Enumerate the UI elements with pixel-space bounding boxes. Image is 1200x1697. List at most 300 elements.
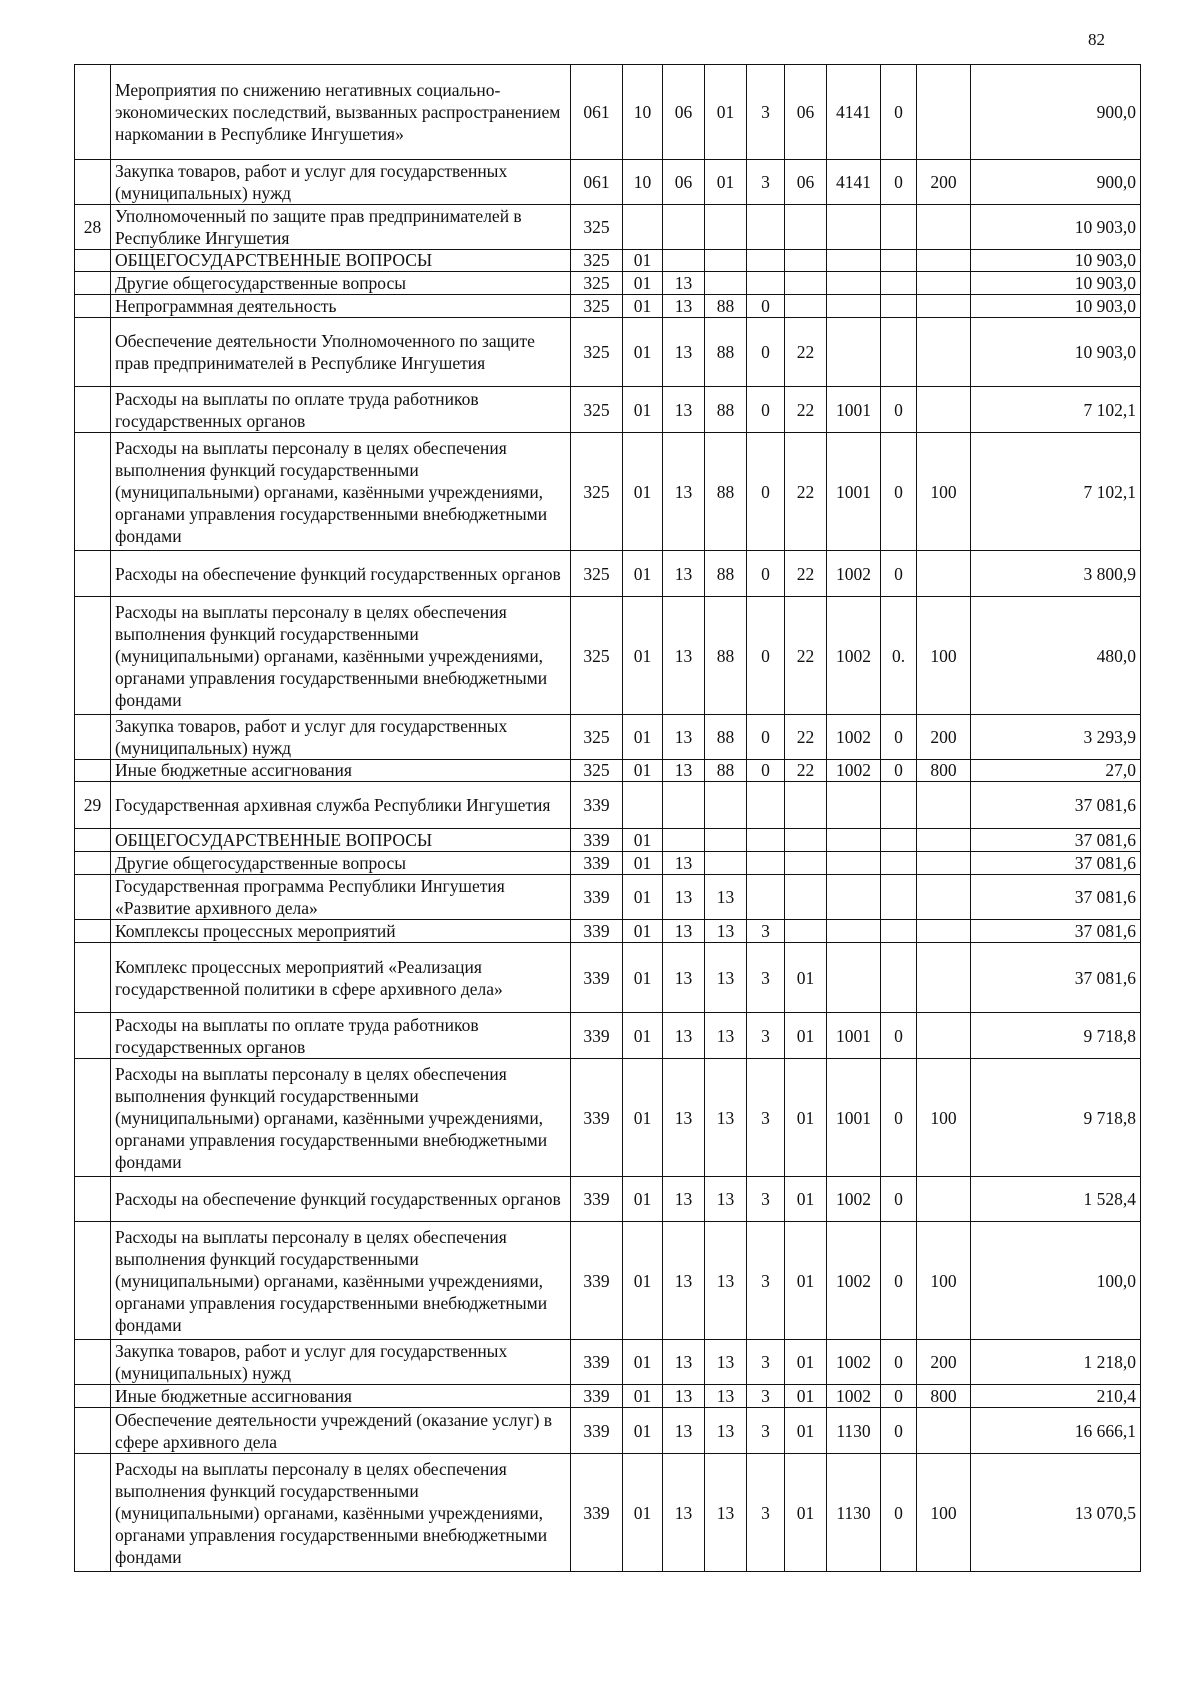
section-code-cell: 01 <box>623 597 663 715</box>
subprogram-code-cell <box>747 205 785 250</box>
measure-code-cell: 22 <box>785 387 827 433</box>
table-row <box>75 205 1141 250</box>
row-number-cell <box>75 65 111 160</box>
table-row <box>75 1222 1141 1340</box>
direction-code-cell: 1002 <box>827 1340 881 1385</box>
section-code-cell: 01 <box>623 1385 663 1408</box>
item-name-cell: Комплексы процессных мероприятий <box>111 920 571 943</box>
ministry-code-cell: 339 <box>571 1059 623 1177</box>
ministry-code-cell: 339 <box>571 1177 623 1222</box>
section-code-cell <box>623 782 663 829</box>
table-row <box>75 597 1141 715</box>
subprogram-code-cell: 3 <box>747 1408 785 1454</box>
sub-direction-code-cell: 0 <box>881 1408 917 1454</box>
measure-code-cell: 22 <box>785 760 827 782</box>
row-number-cell <box>75 272 111 295</box>
amount-cell: 10 903,0 <box>971 272 1141 295</box>
row-number-cell <box>75 1340 111 1385</box>
item-name-cell: Расходы на выплаты персоналу в целях обеспечения выполнения функций государственными (муниципальными) органами, казёнными учреждениями, органами управления государственными внебюджетными фондами <box>111 1454 571 1572</box>
direction-code-cell <box>827 250 881 272</box>
item-name-cell: Расходы на обеспечение функций государственных органов <box>111 551 571 597</box>
subsection-code-cell: 13 <box>663 1408 705 1454</box>
table-row <box>75 1177 1141 1222</box>
measure-code-cell <box>785 295 827 318</box>
expense-type-code-cell: 100 <box>917 433 971 551</box>
subsection-code-cell: 13 <box>663 920 705 943</box>
expense-type-code-cell <box>917 551 971 597</box>
row-number-cell <box>75 318 111 387</box>
program-code-cell: 88 <box>705 295 747 318</box>
ministry-code-cell: 339 <box>571 782 623 829</box>
expense-type-code-cell: 800 <box>917 760 971 782</box>
amount-cell: 7 102,1 <box>971 433 1141 551</box>
sub-direction-code-cell: 0 <box>881 551 917 597</box>
expense-type-code-cell <box>917 943 971 1013</box>
measure-code-cell: 01 <box>785 1340 827 1385</box>
program-code-cell <box>705 205 747 250</box>
sub-direction-code-cell <box>881 295 917 318</box>
expense-type-code-cell <box>917 295 971 318</box>
direction-code-cell: 1002 <box>827 715 881 760</box>
item-name-cell: Закупка товаров, работ и услуг для государственных (муниципальных) нужд <box>111 1340 571 1385</box>
sub-direction-code-cell: 0 <box>881 387 917 433</box>
direction-code-cell: 1001 <box>827 433 881 551</box>
section-code-cell: 01 <box>623 875 663 920</box>
item-name-cell: Расходы на выплаты персоналу в целях обеспечения выполнения функций государственными (муниципальными) органами, казёнными учреждениями, органами управления государственными внебюджетными фондами <box>111 433 571 551</box>
section-code-cell: 01 <box>623 1222 663 1340</box>
measure-code-cell: 01 <box>785 1222 827 1340</box>
measure-code-cell <box>785 829 827 852</box>
ministry-code-cell: 339 <box>571 1385 623 1408</box>
direction-code-cell: 4141 <box>827 160 881 205</box>
page-number: 82 <box>1088 30 1105 49</box>
subprogram-code-cell: 3 <box>747 1177 785 1222</box>
sub-direction-code-cell <box>881 318 917 387</box>
row-number-cell <box>75 943 111 1013</box>
subprogram-code-cell <box>747 852 785 875</box>
subsection-code-cell: 13 <box>663 433 705 551</box>
amount-cell: 9 718,8 <box>971 1059 1141 1177</box>
row-number-cell <box>75 1222 111 1340</box>
table-row <box>75 1385 1141 1408</box>
ministry-code-cell: 339 <box>571 943 623 1013</box>
row-number-cell <box>75 250 111 272</box>
subprogram-code-cell: 3 <box>747 160 785 205</box>
expense-type-code-cell: 100 <box>917 1222 971 1340</box>
table-row <box>75 715 1141 760</box>
expense-type-code-cell: 200 <box>917 160 971 205</box>
measure-code-cell: 22 <box>785 433 827 551</box>
measure-code-cell <box>785 875 827 920</box>
direction-code-cell: 1002 <box>827 760 881 782</box>
amount-cell: 37 081,6 <box>971 920 1141 943</box>
direction-code-cell <box>827 943 881 1013</box>
measure-code-cell <box>785 205 827 250</box>
subprogram-code-cell <box>747 250 785 272</box>
expense-type-code-cell <box>917 875 971 920</box>
subprogram-code-cell: 0 <box>747 433 785 551</box>
subsection-code-cell: 13 <box>663 1340 705 1385</box>
program-code-cell: 88 <box>705 760 747 782</box>
row-number-cell: 28 <box>75 205 111 250</box>
item-name-cell: Иные бюджетные ассигнования <box>111 1385 571 1408</box>
sub-direction-code-cell: 0 <box>881 1340 917 1385</box>
row-number-cell <box>75 1408 111 1454</box>
sub-direction-code-cell: 0 <box>881 1013 917 1059</box>
row-number-cell <box>75 1385 111 1408</box>
measure-code-cell <box>785 250 827 272</box>
section-code-cell: 01 <box>623 318 663 387</box>
table-row <box>75 1059 1141 1177</box>
subsection-code-cell: 06 <box>663 65 705 160</box>
section-code-cell: 01 <box>623 1408 663 1454</box>
ministry-code-cell: 339 <box>571 1222 623 1340</box>
expense-type-code-cell <box>917 1013 971 1059</box>
subprogram-code-cell: 3 <box>747 65 785 160</box>
amount-cell: 37 081,6 <box>971 852 1141 875</box>
sub-direction-code-cell: 0 <box>881 1177 917 1222</box>
section-code-cell: 01 <box>623 1013 663 1059</box>
table-row <box>75 272 1141 295</box>
section-code-cell: 01 <box>623 715 663 760</box>
program-code-cell: 13 <box>705 1340 747 1385</box>
measure-code-cell: 06 <box>785 160 827 205</box>
expense-type-code-cell <box>917 250 971 272</box>
expense-type-code-cell: 200 <box>917 715 971 760</box>
table-row <box>75 852 1141 875</box>
table-row <box>75 875 1141 920</box>
subsection-code-cell: 13 <box>663 295 705 318</box>
sub-direction-code-cell <box>881 943 917 1013</box>
sub-direction-code-cell: 0 <box>881 1385 917 1408</box>
item-name-cell: Обеспечение деятельности учреждений (оказание услуг) в сфере архивного дела <box>111 1408 571 1454</box>
subsection-code-cell: 13 <box>663 875 705 920</box>
program-code-cell: 13 <box>705 1385 747 1408</box>
subsection-code-cell: 13 <box>663 597 705 715</box>
program-code-cell: 13 <box>705 1408 747 1454</box>
program-code-cell: 88 <box>705 551 747 597</box>
sub-direction-code-cell <box>881 205 917 250</box>
section-code-cell: 01 <box>623 387 663 433</box>
subsection-code-cell: 13 <box>663 715 705 760</box>
amount-cell: 900,0 <box>971 65 1141 160</box>
measure-code-cell: 22 <box>785 551 827 597</box>
subprogram-code-cell <box>747 272 785 295</box>
direction-code-cell: 1002 <box>827 551 881 597</box>
program-code-cell: 88 <box>705 318 747 387</box>
subsection-code-cell: 13 <box>663 1454 705 1572</box>
row-number-cell <box>75 852 111 875</box>
program-code-cell <box>705 852 747 875</box>
subprogram-code-cell: 3 <box>747 1059 785 1177</box>
program-code-cell <box>705 829 747 852</box>
sub-direction-code-cell: 0 <box>881 715 917 760</box>
table-row <box>75 782 1141 829</box>
amount-cell: 100,0 <box>971 1222 1141 1340</box>
expense-type-code-cell <box>917 852 971 875</box>
row-number-cell: 29 <box>75 782 111 829</box>
subsection-code-cell <box>663 205 705 250</box>
table-body <box>75 65 1141 1572</box>
item-name-cell: Другие общегосударственные вопросы <box>111 852 571 875</box>
measure-code-cell: 01 <box>785 943 827 1013</box>
section-code-cell: 01 <box>623 920 663 943</box>
table-row <box>75 760 1141 782</box>
row-number-cell <box>75 1177 111 1222</box>
section-code-cell: 10 <box>623 65 663 160</box>
table-row <box>75 1340 1141 1385</box>
amount-cell: 1 218,0 <box>971 1340 1141 1385</box>
item-name-cell: Расходы на выплаты персоналу в целях обеспечения выполнения функций государственными (муниципальными) органами, казёнными учреждениями, органами управления государственными внебюджетными фондами <box>111 1059 571 1177</box>
subprogram-code-cell: 3 <box>747 1013 785 1059</box>
amount-cell: 37 081,6 <box>971 782 1141 829</box>
table-row <box>75 433 1141 551</box>
amount-cell: 9 718,8 <box>971 1013 1141 1059</box>
ministry-code-cell: 339 <box>571 852 623 875</box>
ministry-code-cell: 339 <box>571 1340 623 1385</box>
ministry-code-cell: 339 <box>571 920 623 943</box>
program-code-cell: 13 <box>705 1177 747 1222</box>
sub-direction-code-cell <box>881 782 917 829</box>
expense-type-code-cell <box>917 387 971 433</box>
row-number-cell <box>75 551 111 597</box>
subsection-code-cell: 13 <box>663 943 705 1013</box>
ministry-code-cell: 061 <box>571 65 623 160</box>
amount-cell: 16 666,1 <box>971 1408 1141 1454</box>
measure-code-cell <box>785 852 827 875</box>
table-row <box>75 1454 1141 1572</box>
section-code-cell: 01 <box>623 551 663 597</box>
subprogram-code-cell: 3 <box>747 1222 785 1340</box>
table-row <box>75 920 1141 943</box>
ministry-code-cell: 339 <box>571 829 623 852</box>
section-code-cell: 01 <box>623 295 663 318</box>
expense-type-code-cell <box>917 205 971 250</box>
direction-code-cell <box>827 318 881 387</box>
section-code-cell: 01 <box>623 829 663 852</box>
table-row <box>75 295 1141 318</box>
measure-code-cell: 01 <box>785 1059 827 1177</box>
item-name-cell: ОБЩЕГОСУДАРСТВЕННЫЕ ВОПРОСЫ <box>111 250 571 272</box>
row-number-cell <box>75 295 111 318</box>
direction-code-cell <box>827 829 881 852</box>
amount-cell: 10 903,0 <box>971 295 1141 318</box>
program-code-cell <box>705 272 747 295</box>
ministry-code-cell: 339 <box>571 1013 623 1059</box>
amount-cell: 10 903,0 <box>971 205 1141 250</box>
ministry-code-cell: 325 <box>571 597 623 715</box>
sub-direction-code-cell <box>881 272 917 295</box>
item-name-cell: Расходы на выплаты персоналу в целях обеспечения выполнения функций государственными (муниципальными) органами, казёнными учреждениями, органами управления государственными внебюджетными фондами <box>111 1222 571 1340</box>
ministry-code-cell: 339 <box>571 1454 623 1572</box>
sub-direction-code-cell: 0 <box>881 760 917 782</box>
section-code-cell: 01 <box>623 1177 663 1222</box>
direction-code-cell: 1002 <box>827 1385 881 1408</box>
expense-type-code-cell <box>917 272 971 295</box>
row-number-cell <box>75 160 111 205</box>
subprogram-code-cell: 3 <box>747 1340 785 1385</box>
expense-type-code-cell <box>917 829 971 852</box>
direction-code-cell <box>827 205 881 250</box>
subsection-code-cell: 13 <box>663 1177 705 1222</box>
ministry-code-cell: 325 <box>571 433 623 551</box>
item-name-cell: Закупка товаров, работ и услуг для государственных (муниципальных) нужд <box>111 160 571 205</box>
ministry-code-cell: 325 <box>571 272 623 295</box>
sub-direction-code-cell <box>881 250 917 272</box>
item-name-cell: Закупка товаров, работ и услуг для государственных (муниципальных) нужд <box>111 715 571 760</box>
amount-cell: 3 800,9 <box>971 551 1141 597</box>
subsection-code-cell <box>663 829 705 852</box>
subprogram-code-cell <box>747 875 785 920</box>
item-name-cell: Мероприятия по снижению негативных социально-экономических последствий, вызванных распространением наркомании в Республике Ингушетия» <box>111 65 571 160</box>
amount-cell: 7 102,1 <box>971 387 1141 433</box>
subprogram-code-cell: 3 <box>747 943 785 1013</box>
table-row <box>75 318 1141 387</box>
row-number-cell <box>75 829 111 852</box>
subprogram-code-cell: 3 <box>747 1454 785 1572</box>
subprogram-code-cell: 0 <box>747 295 785 318</box>
measure-code-cell: 22 <box>785 597 827 715</box>
direction-code-cell: 1002 <box>827 1222 881 1340</box>
measure-code-cell: 01 <box>785 1013 827 1059</box>
table-row <box>75 250 1141 272</box>
expense-type-code-cell: 100 <box>917 1454 971 1572</box>
subsection-code-cell: 13 <box>663 1059 705 1177</box>
section-code-cell <box>623 205 663 250</box>
ministry-code-cell: 325 <box>571 295 623 318</box>
subsection-code-cell: 13 <box>663 760 705 782</box>
ministry-code-cell: 325 <box>571 387 623 433</box>
subprogram-code-cell: 0 <box>747 760 785 782</box>
subsection-code-cell: 06 <box>663 160 705 205</box>
row-number-cell <box>75 387 111 433</box>
measure-code-cell: 22 <box>785 318 827 387</box>
amount-cell: 10 903,0 <box>971 250 1141 272</box>
section-code-cell: 01 <box>623 250 663 272</box>
expense-type-code-cell: 100 <box>917 1059 971 1177</box>
ministry-code-cell: 325 <box>571 551 623 597</box>
expense-type-code-cell <box>917 1177 971 1222</box>
program-code-cell: 13 <box>705 1222 747 1340</box>
amount-cell: 27,0 <box>971 760 1141 782</box>
sub-direction-code-cell <box>881 829 917 852</box>
subsection-code-cell <box>663 782 705 829</box>
row-number-cell <box>75 433 111 551</box>
subsection-code-cell: 13 <box>663 551 705 597</box>
expense-type-code-cell <box>917 318 971 387</box>
row-number-cell <box>75 715 111 760</box>
direction-code-cell <box>827 272 881 295</box>
sub-direction-code-cell <box>881 875 917 920</box>
sub-direction-code-cell: 0 <box>881 1454 917 1572</box>
expense-type-code-cell <box>917 65 971 160</box>
direction-code-cell: 1001 <box>827 1059 881 1177</box>
table-row <box>75 943 1141 1013</box>
row-number-cell <box>75 875 111 920</box>
table-row <box>75 1013 1141 1059</box>
program-code-cell: 13 <box>705 943 747 1013</box>
ministry-code-cell: 339 <box>571 875 623 920</box>
expense-type-code-cell <box>917 782 971 829</box>
direction-code-cell: 1001 <box>827 1013 881 1059</box>
amount-cell: 13 070,5 <box>971 1454 1141 1572</box>
program-code-cell: 13 <box>705 1059 747 1177</box>
item-name-cell: Расходы на обеспечение функций государственных органов <box>111 1177 571 1222</box>
subsection-code-cell: 13 <box>663 272 705 295</box>
program-code-cell: 88 <box>705 715 747 760</box>
direction-code-cell: 1130 <box>827 1454 881 1572</box>
direction-code-cell <box>827 852 881 875</box>
table-row <box>75 387 1141 433</box>
program-code-cell: 01 <box>705 160 747 205</box>
amount-cell: 3 293,9 <box>971 715 1141 760</box>
item-name-cell: Расходы на выплаты по оплате труда работников государственных органов <box>111 1013 571 1059</box>
subprogram-code-cell: 0 <box>747 387 785 433</box>
ministry-code-cell: 325 <box>571 715 623 760</box>
amount-cell: 10 903,0 <box>971 318 1141 387</box>
row-number-cell <box>75 1454 111 1572</box>
program-code-cell: 88 <box>705 387 747 433</box>
section-code-cell: 01 <box>623 1454 663 1572</box>
amount-cell: 37 081,6 <box>971 829 1141 852</box>
measure-code-cell: 01 <box>785 1177 827 1222</box>
subprogram-code-cell: 0 <box>747 551 785 597</box>
section-code-cell: 01 <box>623 1059 663 1177</box>
measure-code-cell: 06 <box>785 65 827 160</box>
sub-direction-code-cell: 0 <box>881 160 917 205</box>
measure-code-cell: 01 <box>785 1385 827 1408</box>
program-code-cell <box>705 782 747 829</box>
ministry-code-cell: 325 <box>571 760 623 782</box>
subsection-code-cell: 13 <box>663 318 705 387</box>
expense-type-code-cell: 100 <box>917 597 971 715</box>
subprogram-code-cell: 0 <box>747 715 785 760</box>
table-row <box>75 551 1141 597</box>
direction-code-cell: 4141 <box>827 65 881 160</box>
ministry-code-cell: 325 <box>571 205 623 250</box>
amount-cell: 37 081,6 <box>971 943 1141 1013</box>
amount-cell: 900,0 <box>971 160 1141 205</box>
item-name-cell: Расходы на выплаты по оплате труда работников государственных органов <box>111 387 571 433</box>
row-number-cell <box>75 1013 111 1059</box>
budget-table <box>74 64 1141 1572</box>
amount-cell: 210,4 <box>971 1385 1141 1408</box>
direction-code-cell: 1001 <box>827 387 881 433</box>
direction-code-cell <box>827 920 881 943</box>
sub-direction-code-cell <box>881 920 917 943</box>
direction-code-cell <box>827 295 881 318</box>
section-code-cell: 01 <box>623 760 663 782</box>
program-code-cell <box>705 250 747 272</box>
sub-direction-code-cell: 0. <box>881 597 917 715</box>
table-row <box>75 829 1141 852</box>
item-name-cell: Непрограммная деятельность <box>111 295 571 318</box>
expense-type-code-cell <box>917 920 971 943</box>
sub-direction-code-cell: 0 <box>881 65 917 160</box>
subsection-code-cell: 13 <box>663 1385 705 1408</box>
program-code-cell: 13 <box>705 1013 747 1059</box>
table-row <box>75 65 1141 160</box>
section-code-cell: 01 <box>623 1340 663 1385</box>
subsection-code-cell: 13 <box>663 852 705 875</box>
ministry-code-cell: 325 <box>571 250 623 272</box>
measure-code-cell: 22 <box>785 715 827 760</box>
subprogram-code-cell: 3 <box>747 1385 785 1408</box>
subsection-code-cell: 13 <box>663 1013 705 1059</box>
program-code-cell: 13 <box>705 1454 747 1572</box>
row-number-cell <box>75 1059 111 1177</box>
expense-type-code-cell <box>917 1408 971 1454</box>
